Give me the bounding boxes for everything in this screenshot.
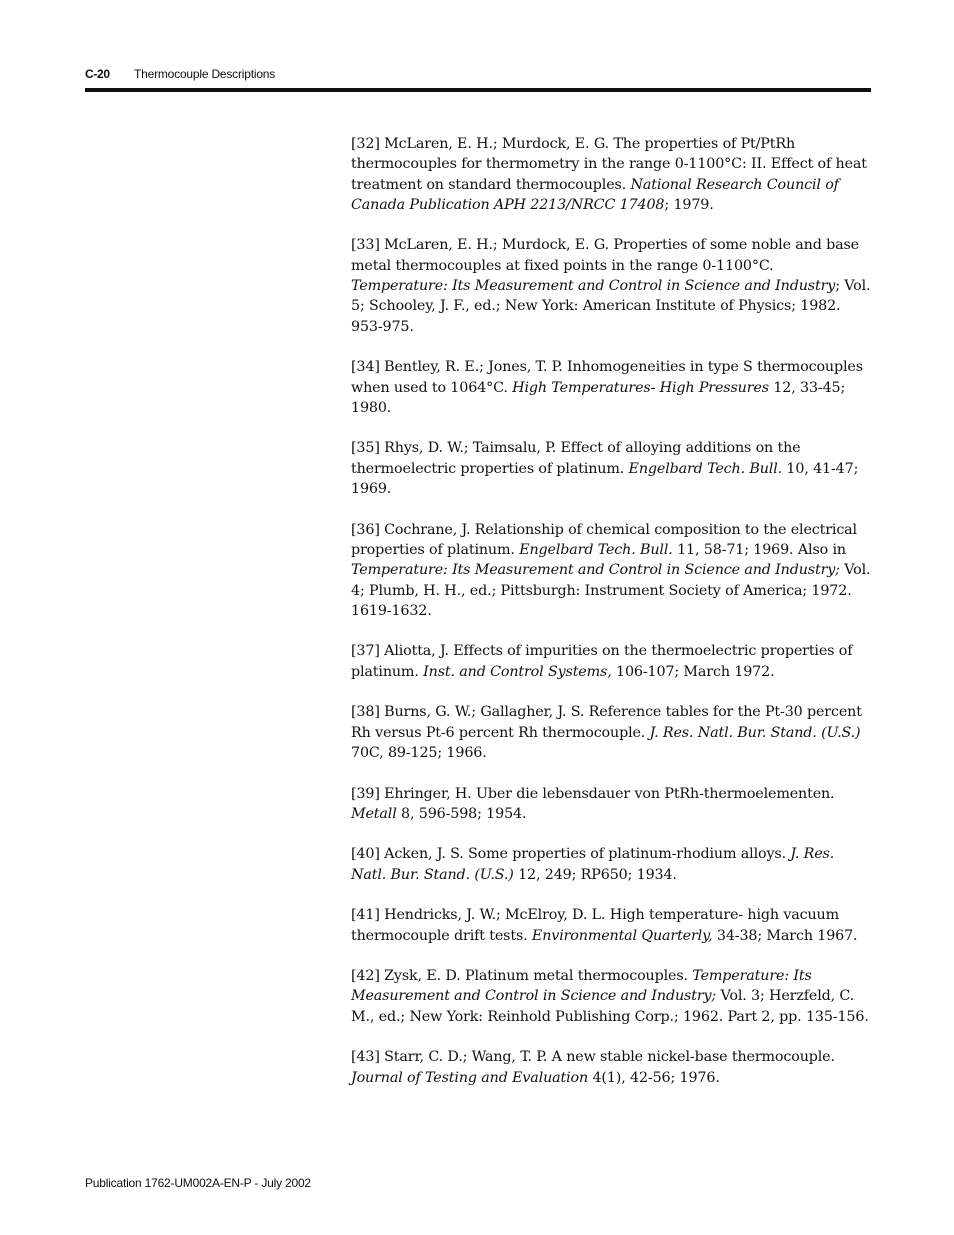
reference-text: [35] Rhys, D. W.; Taimsalu, P. Effect of alloying additions on the thermoelectric properties of platinum. — [351, 440, 801, 477]
reference-entry — [351, 966, 871, 1027]
reference-text: [38] Burns, G. W.; Gallagher, J. S. Reference tables for the Pt-30 percent Rh versus Pt-6 percent Rh thermocouple. — [351, 704, 862, 741]
reference-entry — [351, 784, 871, 825]
reference-text: [40] Acken, J. S. Some properties of platinum-rhodium alloys. — [351, 846, 791, 863]
reference-entry — [351, 905, 871, 946]
reference-source-italic: Inst. and Control Systems, — [423, 663, 612, 680]
header-rule — [85, 88, 871, 92]
reference-text: [36] Cochrane, J. Relationship of chemical composition to the electrical properties of platinum. — [351, 521, 857, 558]
reference-text: 10, 41-47; 1969. — [351, 460, 859, 498]
reference-text: [32] McLaren, E. H.; Murdock, E. G. The properties of Pt/PtRh thermocouples for thermometry in the range 0-1100°C: II. Effect of heat treatment on standard thermocouples. — [351, 136, 867, 193]
reference-source-italic: High Temperatures- High Pressures — [512, 379, 769, 396]
reference-text: [41] Hendricks, J. W.; McElroy, D. L. High temperature- high vacuum thermocouple drift tests. — [351, 907, 840, 944]
section-title: Thermocouple Descriptions — [134, 67, 276, 81]
reference-text: 34-38; March 1967. — [712, 927, 858, 944]
reference-source-italic: J. Res. Natl. Bur. Stand. (U.S.) — [649, 724, 861, 741]
reference-source-italic: J. Res. Natl. Bur. Stand. (U.S.) — [351, 846, 835, 883]
reference-text: 12, 33-45; 1980. — [351, 379, 846, 416]
reference-text: Vol. 3; Herzfeld, C. M., ed.; New York: Reinhold Publishing Corp.; 1962. Part 2, pp. 135-156. — [351, 988, 869, 1025]
reference-text: [43] Starr, C. D.; Wang, T. P. A new stable nickel-base thermocouple. — [351, 1049, 835, 1066]
reference-source-italic: National Research Council of Canada Publication APH 2213/NRCC 17408 — [351, 176, 839, 213]
reference-entry — [351, 641, 871, 682]
reference-entry — [351, 235, 871, 336]
reference-text: [39] Ehringer, H. Uber die lebensdauer von PtRh-thermoelementen. — [351, 785, 835, 802]
reference-text: Vol. 4; Plumb, H. H., ed.; Pittsburgh: Instrument Society of America; 1972. 1619-1632. — [351, 562, 871, 619]
reference-text: [42] Zysk, E. D. Platinum metal thermocouples. — [351, 968, 693, 985]
footer-publication: Publication 1762-UM002A-EN-P - July 2002 — [85, 1176, 311, 1190]
reference-entry — [351, 844, 871, 885]
reference-entry — [351, 438, 871, 499]
reference-source-italic: Engelbard Tech. Bull. — [628, 460, 783, 477]
reference-source-italic: Temperature: Its Measurement and Control in Science and Industry; — [351, 968, 812, 1005]
reference-text: [33] McLaren, E. H.; Murdock, E. G. Properties of some noble and base metal thermocouples at fixed points in the range 0-1100°C. — [351, 237, 859, 274]
reference-text: 8, 596-598; 1954. — [396, 805, 527, 822]
reference-entry — [351, 1047, 871, 1088]
reference-text: [37] Aliotta, J. Effects of impurities on the thermoelectric properties of platinum. — [351, 643, 853, 680]
reference-text: [34] Bentley, R. E.; Jones, T. P. Inhomogeneities in type S thermocouples when used to 1064°C. — [351, 359, 863, 396]
reference-entry — [351, 520, 871, 621]
reference-source-italic: Temperature: Its Measurement and Control in Science and Industry — [351, 278, 836, 295]
reference-text: 70C, 89-125; 1966. — [351, 744, 487, 761]
reference-entry — [351, 357, 871, 418]
reference-text: 106-107; March 1972. — [611, 663, 775, 680]
reference-entry — [351, 702, 871, 763]
reference-text: ; 1979. — [664, 196, 714, 213]
reference-text: 12, 249; RP650; 1934. — [513, 866, 677, 883]
reference-text: 4(1), 42-56; 1976. — [588, 1069, 720, 1086]
page-number: C-20 — [85, 67, 110, 81]
reference-source-italic: Journal of Testing and Evaluation — [351, 1069, 589, 1086]
reference-source-italic: Temperature: Its Measurement and Control in Science and Industry; — [351, 562, 840, 579]
reference-entry — [351, 134, 871, 215]
reference-source-italic: Metall — [351, 805, 397, 822]
reference-list — [351, 134, 871, 1108]
reference-text: ; Vol. 5; Schooley, J. F., ed.; New York: American Institute of Physics; 1982. 953-975. — [351, 278, 871, 335]
reference-source-italic: Engelbard Tech. Bull. — [519, 541, 673, 558]
reference-source-italic: Environmental Quarterly, — [531, 927, 713, 944]
reference-text: 11, 58-71; 1969. Also in — [672, 541, 846, 558]
